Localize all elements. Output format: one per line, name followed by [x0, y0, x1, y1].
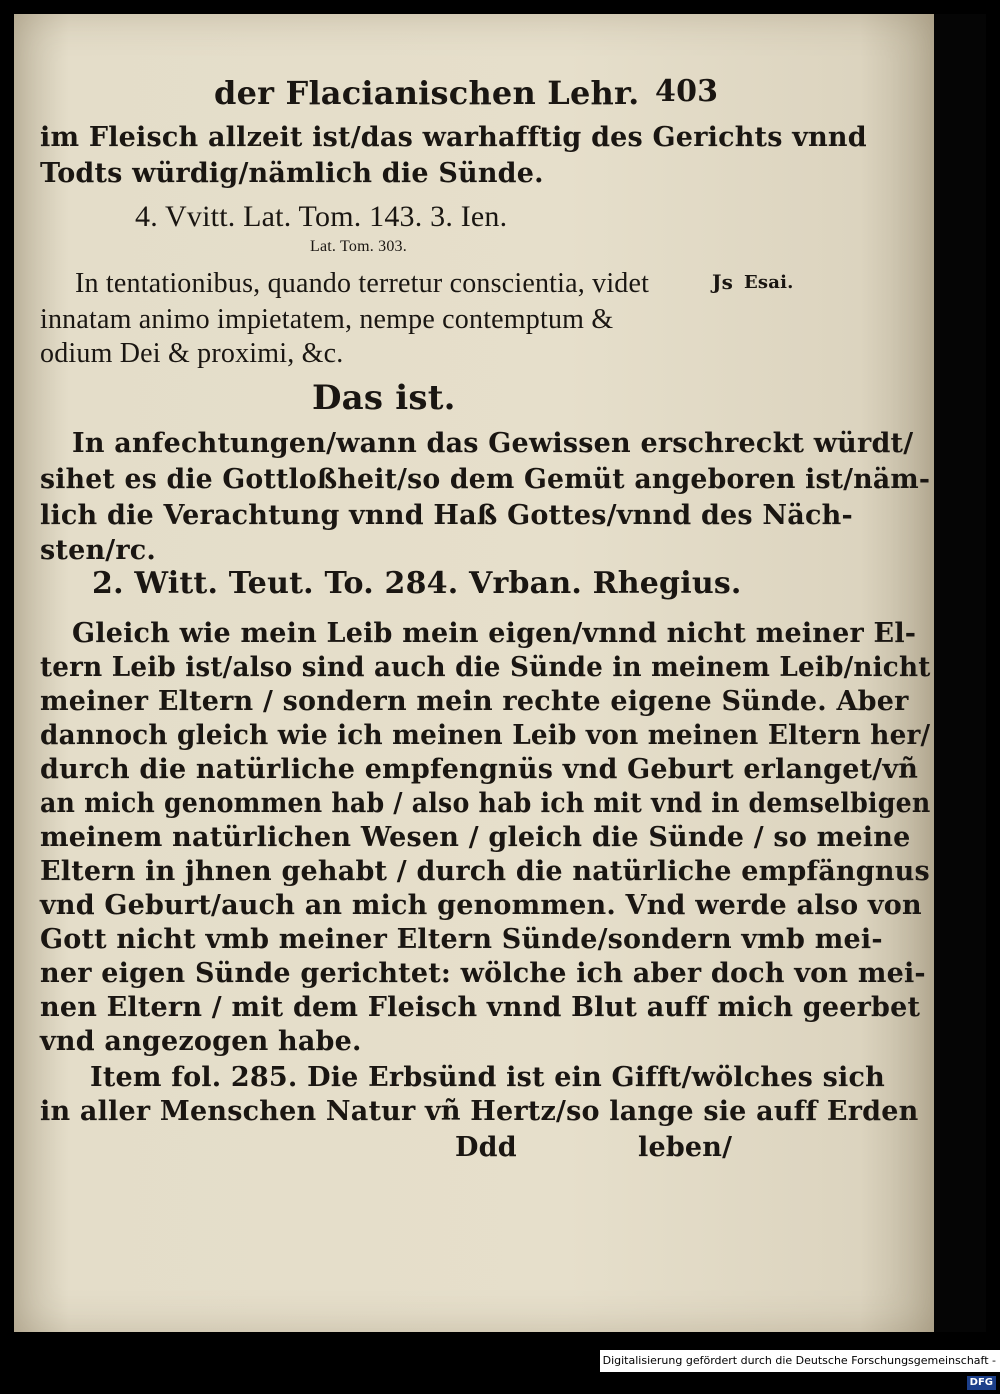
text-line: an mich genommen hab / also hab ich mit vnd in demselbigen	[40, 788, 931, 819]
text-line: meinem natürlichen Wesen / gleich die Sünde / so meine	[40, 822, 911, 853]
latin-line: innatam animo impietatem, nempe contemptum &	[40, 304, 614, 335]
citation-subheading: Lat. Tom. 303.	[310, 238, 407, 255]
text-line: sihet es die Gottloßheit/so dem Gemüt angeboren ist/näm-	[40, 464, 931, 495]
citation-heading: 4. Vvitt. Lat. Tom. 143. 3. Ien.	[135, 200, 508, 233]
section-heading: Das ist.	[312, 378, 456, 418]
latin-line: odium Dei & proximi, &c.	[40, 338, 344, 369]
text-line: Gleich wie mein Leib mein eigen/vnnd nicht meiner El-	[72, 618, 917, 649]
text-line: Item fol. 285. Die Erbsünd ist ein Gifft/wölches sich	[90, 1062, 885, 1093]
citation-heading: 2. Witt. Teut. To. 284. Vrban. Rhegius.	[92, 566, 742, 601]
text-line: In anfechtungen/wann das Gewissen erschreckt würdt/	[72, 428, 914, 459]
text-line: Todts würdig/nämlich die Sünde.	[40, 158, 544, 189]
margin-note: Esai.	[744, 272, 794, 293]
catchword: leben/	[638, 1132, 733, 1163]
text-line: im Fleisch allzeit ist/das warhafftig des Gerichts vnnd	[40, 122, 867, 153]
text-line: dannoch gleich wie ich meinen Leib von meinen Eltern her/	[40, 720, 931, 751]
signature-mark: Ddd	[455, 1132, 517, 1163]
margin-prefix: Js	[712, 270, 734, 294]
text-line: Eltern in jhnen gehabt / durch die natürliche empfängnus	[40, 856, 930, 887]
text-line: in aller Menschen Natur vñ Hertz/so lange sie auff Erden	[40, 1096, 919, 1127]
digitization-credit	[600, 1350, 1000, 1388]
credit-text: Digitalisierung gefördert durch die Deutsche Forschungsgemeinschaft -	[602, 1354, 996, 1367]
text-line: meiner Eltern / sondern mein rechte eigene Sünde. Aber	[40, 686, 909, 717]
text-line: nen Eltern / mit dem Fleisch vnnd Blut auff mich geerbet	[40, 992, 921, 1023]
text-line: vnd angezogen habe.	[40, 1026, 362, 1057]
text-line: tern Leib ist/also sind auch die Sünde in meinem Leib/nicht	[40, 652, 931, 683]
text-line: durch die natürliche empfengnüs vnd Geburt erlanget/vñ	[40, 754, 919, 785]
text-line: sten/rc.	[40, 535, 157, 566]
text-line: Gott nicht vmb meiner Eltern Sünde/sondern vmb mei-	[40, 924, 883, 955]
running-title: der Flacianischen Lehr.	[214, 74, 640, 112]
latin-line: In tentationibus, quando terretur conscientia, videt	[75, 268, 650, 299]
scan-edge	[934, 14, 986, 1332]
text-line: lich die Verachtung vnnd Haß Gottes/vnnd des Näch-	[40, 500, 853, 531]
text-line: vnd Geburt/auch an mich genommen. Vnd werde also von	[40, 890, 922, 921]
text-line: ner eigen Sünde gerichtet: wölche ich aber doch von mei-	[40, 958, 926, 989]
page-number: 403	[655, 74, 719, 109]
dfg-logo: DFG	[967, 1376, 996, 1390]
